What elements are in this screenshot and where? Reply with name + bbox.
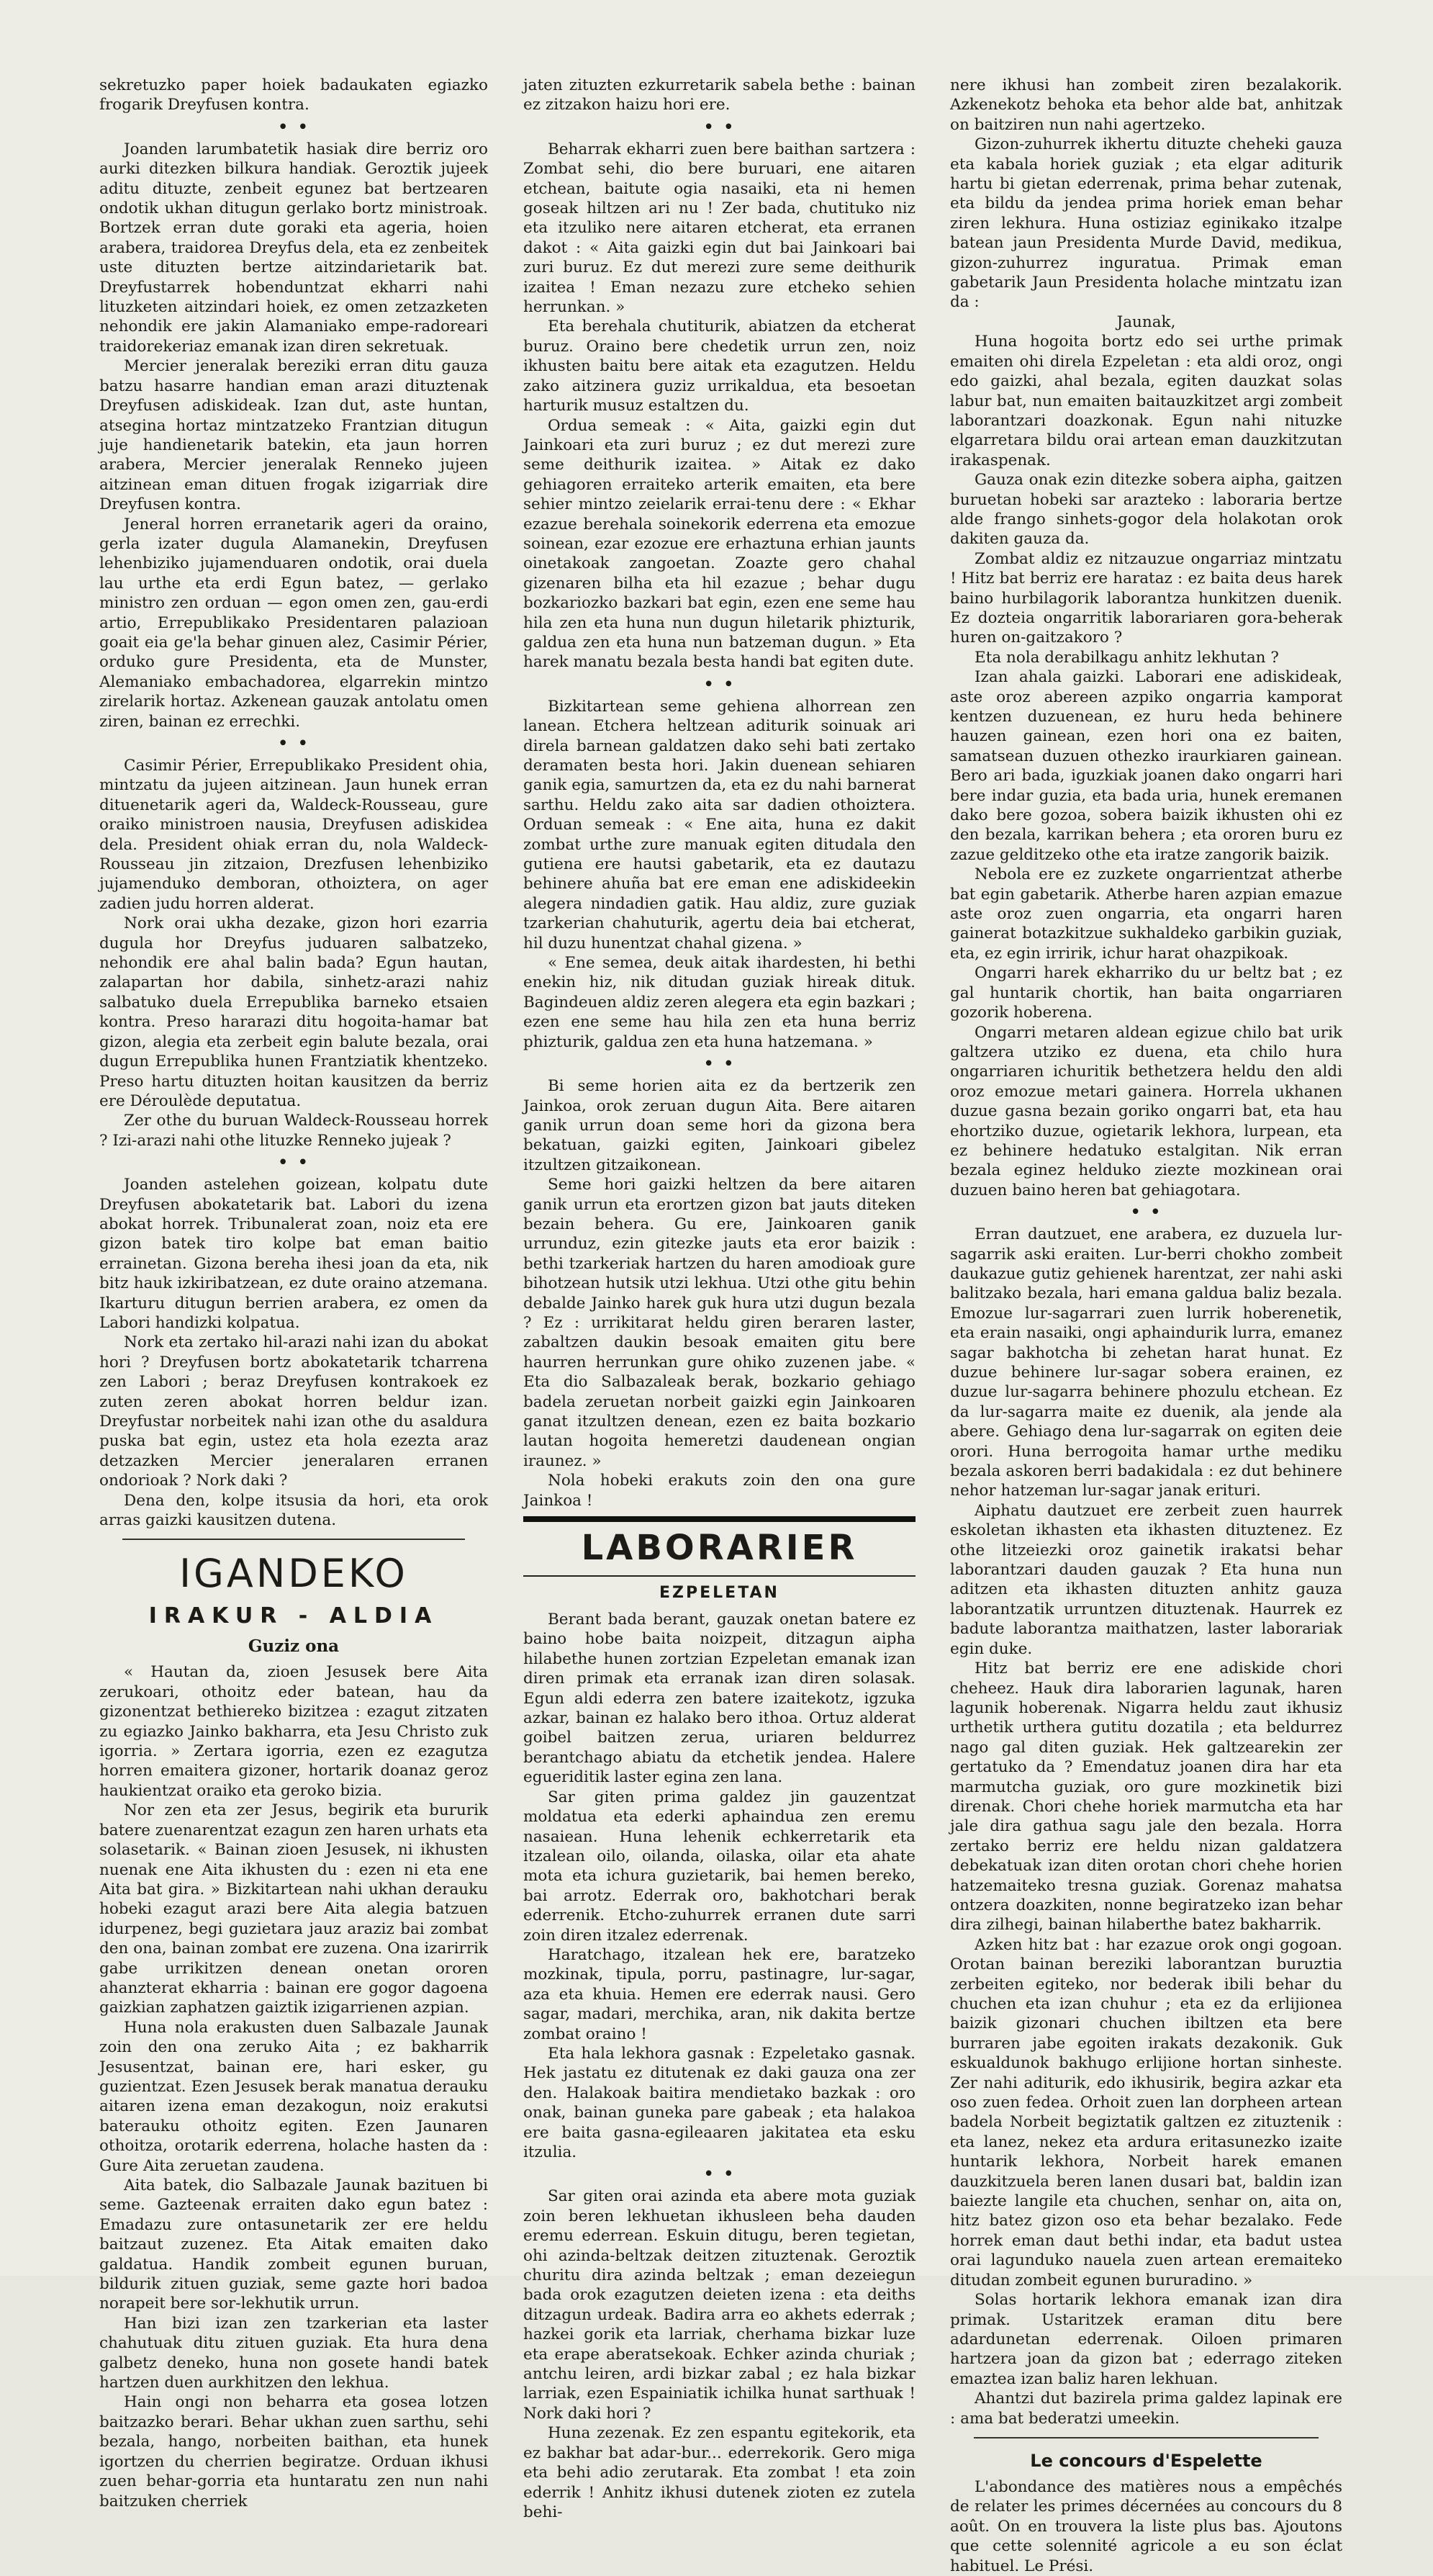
- article-paragraph: Gizon-zuhurrek ikhertu dituzte cheheki gauza eta kabala horiek guziak ; eta elgar aditurik hartu bi gietan ederrenak, prima behar zutenak, eta bildu da jendea prima horiek eman behar ziren lekhura. Huna ostiziaz eginikako itzalpe batean jaun Presidenta Murde David, medikua, gizon-zuhurrez inguratua. Primak eman gabetarik Jaun Presidenta holache mintzatu izan da :: [950, 135, 1342, 312]
- speech-salutation: Jaunak,: [1116, 312, 1176, 331]
- article-paragraph: Han bizi izan zen tzarkerian eta laster chahutuak ditu zituen guziak. Eta hura dena galbetz deneko, huna non gosete handi batek hartzen duen aurkhitzen den lekhua.: [99, 2314, 488, 2392]
- article-paragraph: sekretuzko paper hoiek badaukaten egiazko frogarik Dreyfusen kontra.: [99, 76, 488, 114]
- article-paragraph: L'abondance des matières nous a empêchés de relater les primes décernées au concours du 8 août. On en trouvera la liste plus bas. Ajoutons que cette solennité agricole a eu son éclat habituel. Le Prési.: [950, 2477, 1342, 2575]
- article-paragraph: « Hautan da, zioen Jesusek bere Aita zerukoari, othoitz eder batean, hau da gizonentzat bethiereko bizitzea : ezagut zitzaten zu egiazko Jainko bakharra, eta Jesu Christo zuk igorria. » Zertara igorria, ezen ez ezagutza horren emaitera gizoner, hortarik doanaz geroz haukientzat oraiko eta geroko bizia.: [99, 1663, 488, 1800]
- article-title: Guziz ona: [248, 1636, 340, 1657]
- section-rule: [523, 1575, 916, 1577]
- article-paragraph: Jeneral horren erranetarik ageri da oraino, gerla izater dugula Alamanekin, Dreyfusen lehenbiziko jujamenduaren ondotik, orai duela lau urthe eta erdi Egun batez, — gerlako ministro zen orduan — egon omen zen, gau-erdi artio, Errepublikako Presidentaren palazioan goait eia ge'la behar ginuen alez, Casimir Périer, orduko gure Presidenta, eta de Munster, Alemaniako embachadorea, elgarrekin mintzo zirelarik hortaz. Azkenean gauzak antolatu omen ziren, bainan ez errechki.: [99, 515, 488, 731]
- asterism-divider: • •: [277, 1152, 310, 1174]
- article-paragraph: Mercier jeneralak bereziki erran ditu gauza batzu hasarre handian eman arazi dituztenak Dreyfusen adiskideak. Izan dut, aste huntan, atsegina hortaz mintzatzeko Frantzian ditugun juje handienetarik batekin, eta jaun horren arabera, Mercier jeneralak Renneko jujeen aitzinean eman dituen frogak izigarriak dire Dreyfusen kontra.: [99, 357, 488, 514]
- article-paragraph: nere ikhusi han zombeit ziren bezalakorik. Azkenekotz behoka eta behor alde bat, anhitzak on baitziren nun nahi agertzeko.: [950, 76, 1342, 134]
- article-paragraph: Haratchago, itzalean hek ere, baratzeko mozkinak, tipula, porru, pastinagre, lur-sagar, aza eta khuia. Hemen ere ederrak nausi. Gero sagar, madari, merchika, aran, nik dakita bertze zombat oraino !: [523, 1945, 916, 2043]
- asterism-divider: • •: [703, 116, 736, 138]
- article-paragraph: Zer othe du buruan Waldeck-Rousseau horrek ? Izi-arazi nahi othe lituzke Renneko jujeak ?: [99, 1112, 488, 1150]
- article-title-concours: Le concours d'Espelette: [1030, 2450, 1262, 2471]
- article-paragraph: Zombat aldiz ez nitzauzue ongarriaz mintzatu ! Hitz bat berriz ere harataz : ez baita deus harek baino hurbilagorik laborantza hunkitzen duenik. Ez dozteia ongarritik laborariaren gora-beherak huren on-gaitzakoro ?: [950, 549, 1342, 647]
- article-paragraph: Nola hobeki erakuts zoin den ona gure Jainkoa !: [523, 1472, 916, 1510]
- asterism-divider: • •: [703, 1053, 736, 1076]
- article-paragraph: « Ene semea, deuk aitak ihardesten, hi bethi enekin hiz, nik ditudan guziak hireak dituk. Bagindeuen aldiz zeren alegera eta egin bazkari ; ezen ene seme hau hila zen eta huna berriz phizturik, galdua zen eta huna hatzemana. »: [523, 954, 916, 1051]
- article-paragraph: Beharrak ekharri zuen bere baithan sartzera : Zombat sehi, dio bere buruari, ene aitaren etchean, baitute ogia nasaiki, eta ni hemen goseak hiltzen ari nu ! Zer bada, chutituko niz eta itzuliko nere aitaren etcherat, eta erranen dakot : « Aita gaizki egin dut bai Jainkoari bai zuri buruz. Ez dut merezi zure seme deithurik izaitea ! Eman nezazu zure etcheko sehien herrunkan. »: [523, 140, 916, 317]
- column-2: [523, 76, 916, 2521]
- article-paragraph: Seme hori gaizki heltzen da bere aitaren ganik urrun eta erortzen gizon bat jauts diteken bezain behera. Gu ere, Jainkoaren ganik urrunduz, ezin gitezke jauts eta eror baizik : bethi tzarkeriak hartzen du haren amodioak gure bihotzean hutsik utzi lekhua. Utzi othe gitu behin debalde Jainko harek guk hura utzi dugun bezala ? Ez : urrikitarat heldu giren beraren laster, zabaltzen daukin besoak emaiten gitu bere haurren herrunkan gure ohiko zuzenen jabe. « Eta dio Salbazaleak berak, bozkario gehiago badela zeruetan norbeit gaizki egin Jainkoaren ganat itzultzen denean, ezen ez baita bozkario lautan hogoita hemeretzi daudenean ongian iraunez. »: [523, 1176, 916, 1470]
- article-paragraph: Ahantzi dut bazirela prima galdez lapinak ere : ama bat bederatzi umeekin.: [950, 2390, 1342, 2428]
- article-paragraph: Huna nola erakusten duen Salbazale Jaunak zoin den ona zeruko Aita ; ez bakharrik Jesusentzat, bainan ere, hari esker, gu guzientzat. Ezen Jesusek berak manatua derauku aitaren izena eman dezakogun, noiz erakutsi baterauku othoitz egiten. Ezen Jaunaren othoitza, orotarik ederrena, holache hasten da : Gure Aita zeruetan zaudena.: [99, 2018, 488, 2175]
- article-paragraph: Eta berehala chutiturik, abiatzen da etcherat buruz. Oraino bere chedetik urrun zen, noiz ikhusten baitu bere aitak eta ezagutzen. Heldu zako aitzinera guziz urrikaldua, eta besoetan harturik musuz estaltzen du.: [523, 318, 916, 415]
- article-paragraph: Eta nola derabilkagu anhitz lekhutan ?: [975, 648, 1279, 667]
- article-paragraph: Nebola ere ez zuzkete ongarrientzat atherbe bat egin gabetarik. Atherbe haren azpian emazue aste oroz zuen ongarria, eta ongarri haren gainerat botazkitzue sukhaldeko garbikin guziak, eta, ez egin irririk, ichur harat ohazpikoak.: [950, 865, 1342, 963]
- article-paragraph: Erran dautzuet, ene arabera, ez duzuela lur-sagarrik aski eraiten. Lur-berri chokho zombeit daukazue gutiz gehienek harentzat, zer nahi aski balitzako bezala, hari emana galdua baliz bezala. Emozue lur-sagarrari zuen lurrik hoberenetik, eta erain nasaiki, ongi aphaindurik lurra, emanez sagar bakhotcha bi zehetan harat hunat. Ez duzue behinere lur-sagar sobera erainen, ez duzue lur-sagarra behinere phozulu etchean. Ez da lur-sagarra maite ez duenik, ala jende ala abere. Gehiago dena lur-sagarrak on egiten deie orori. Huna berrogoita hamar urthe mediku bezala askoren berri badakidala : ez dut behinere nehor hatzeman lur-sagar janak erituri.: [950, 1225, 1342, 1500]
- article-paragraph: Izan ahala gaizki. Laborari ene adiskideak, aste oroz abereen azpiko ongarria kamporat kentzen duzuenean, ez huru heda behinere hauzen gainean, ezen hori ona ez baiten, samatsean duzuen othezko iraurkiaren gainean. Bero ari bada, iguzkiak joanen dako ongarri hari bere indar guzia, eta bada uria, hunek eremanen dako bere gozoa, sobera baizik ikhusten ohi ez den bezala, karrikan behera ; eta ororen buru ez zazue gelditzeko othe eta iratze zangorik baizik.: [950, 668, 1342, 864]
- section-rule: [122, 1539, 464, 1540]
- asterism-divider: • •: [277, 116, 310, 138]
- section-heading-irakur-aldia: IRAKUR - ALDIA: [148, 1603, 439, 1629]
- article-paragraph: Joanden astelehen goizean, kolpatu dute Dreyfusen abokatetarik bat. Labori du izena abokat horrek. Tribunalerat zoan, noiz eta ere gizon batek tiro kolpe bat eman baitio errainetan. Gizona bereha ihesi joan da eta, nik bitz hauk izkiribatzean, ez dute oraino atzemana. Ikarturu ditugun berrien arabera, ez omen da Labori handizki kolpatua.: [99, 1176, 488, 1332]
- article-paragraph: Hitz bat berriz ere ene adiskide chori cheheez. Hauk dira laborarien lagunak, haren lagunik hoberenak. Nigarra heldu zaut ikhusiz urthetik urthera gutitu dozatila ; eta beldurrez nago gal diten guziak. Hek galtzearekin zer gertatuko da ? Emendatuz joanen dira har eta marmutcha guziak, oro gure mozkinetik bizi direnak. Chori chehe horiek marmutcha eta har jale dira gathua sagu jale den bezala. Horra zertako berriz ere heldu nizan galdatzera debekatuak izan diten orotan chori chehe horien hatzemaiteko tresna guziak. Gorenaz mahatsa ontzera doazkiten, nonne begiratzeko izan behar dira zilhegi, bainan hilaberthe batez bakharrik.: [950, 1659, 1342, 1935]
- article-subheading-ezpeletan: EZPELETAN: [659, 1584, 779, 1603]
- article-paragraph: Dena den, kolpe itsusia da hori, eta orok arras gaizki kausitzen dutena.: [99, 1491, 488, 1530]
- asterism-divider: • •: [703, 2163, 736, 2186]
- asterism-divider: • •: [703, 673, 736, 695]
- section-heading-laborarier: LABORARIER: [581, 1528, 858, 1569]
- article-paragraph: Aiphatu dautzuet ere zerbeit zuen haurrek eskoletan ikhasten eta ikhasten dituztenez. Ez othe litzeiezki oroz gainetik irakatsi behar laborantzari dauden gauzak ? Eta huna nun aditzen eta ikhasten dituzten anhitz gauza laborantzatik urruntzen dituztenak. Haurrek ez badute laborantza maithatzen, laster laborariak egin duke.: [950, 1501, 1342, 1658]
- article-paragraph: Hain ongi non beharra eta gosea lotzen baitzazko berari. Behar ukhan zuen sarthu, sehi bezala, hango, norbeiten baithan, eta hunek igortzen du cherrien begiratze. Orduan ikhusi zuen behar-gorria eta huntaratu zen nun nahi baitzuken cherriek: [99, 2393, 488, 2510]
- article-paragraph: Gauza onak ezin ditezke sobera aipha, gaitzen buruetan hobeki sar arazteko : laboraria bertze alde frango sinhets-gogor dela holakotan orok dakiten gauza da.: [950, 471, 1342, 549]
- article-paragraph: Ordua semeak : « Aita, gaizki egin dut Jainkoari eta zuri buruz ; ez dut merezi zure seme deithurik izaitea. » Aitak ez dako gehiagoren erraiteko arterik emaiten, eta bere sehier mintzo zeielarik errai-tenu dere : « Ekhar ezazue berehala soinekorik ederrena eta emozue soinean, ezar ezozue ere erhaztuna erhian jaunts oinetakoak zangoetan. Zoazte gero chahal gizenaren bilha eta hil ezazue ; behar dugu bozkariozko bazkari bat egin, ezen ene seme hau hila zen eta huna nun dugun hiletarik phizturik, galdua zen eta huna nun batzeman dugun. » Eta harek manatu bezala besta handi bat egiten dute.: [523, 416, 916, 672]
- article-paragraph: Huna zezenak. Ez zen espantu egitekorik, eta ez bakhar bat adar-bur... ederrekorik. Gero miga eta behi adio zerutarak. Eta zombat ! eta zoin ederrik ! Anhitz ikhusi dutenek zioten ez zutela behi-: [523, 2424, 916, 2521]
- article-paragraph: Bi seme horien aita ez da bertzerik zen Jainkoa, orok zeruan dugun Aita. Bere aitaren ganik urrun doan seme hori da gizona bera bekatuan, gaizki egiten, Jainkoari gibelez itzultzen gitzaikonean.: [523, 1077, 916, 1174]
- article-paragraph: Ongarri metaren aldean egizue chilo bat urik galtzera utziko ez duena, eta chilo hura ongarriaren ichuritik bethetzera heldu den aldi oroz emozue metari gainera. Horrela ukhanen duzue gasna bezain goriko ongarri bat, eta hau ehortziko duzue, ogietarik lekhora, lurpean, eta ez behinere hedatuko estalgitan. Nik erran bezala eginez helduko ziezte mozkinean orai duzuen baino heren bat gehiagotara.: [950, 1023, 1342, 1199]
- article-paragraph: Nork orai ukha dezake, gizon hori ezarria dugula hor Dreyfus juduaren salbatzeko, nehondik ere ahal balin bada? Egun hautan, zalapartan hor dabila, sinhetz-arazi nahiz salbatuko duela Errepublika barneko etsaien kontra. Preso hararazi ditu hogoita-hamar bat gizon, alegia eta zerbeit egin balute bezala, orai dugun Errepublika hunen Frantziatik khentzeko. Preso hartu dituzten hoitan kausitzen da berriz ere Déroulède deputatua.: [99, 914, 488, 1110]
- article-paragraph: Casimir Périer, Errepublikako President ohia, mintzatu da jujeen aitzinean. Jaun hunek erran dituenetarik ageri da, Waldeck-Rousseau, gure oraiko ministroen nausia, Dreyfusen adiskidea dela. President ohiak erran du, nola Waldeck-Rousseau jin zitzaion, Drezfusen lehenbiziko jujamenduko demboran, othoiztera, on ager zadien judu horren alderat.: [99, 757, 488, 913]
- article-paragraph: Sar giten orai azinda eta abere mota guziak zoin beren lekhuetan ikhusleen beha dauden eremu ederrean. Eskuin ditugu, beren tegietan, ohi azinda-beltzak deitzen zituztenak. Geroztik churitu dira azinda beltzak ; eman dezeiegun bada orok ezagutzen deieten izena : eta deiths ditzagun urdeak. Badira arra eo akhets ederrak ; hazkei gorik eta larriak, cherhama bizkar luze eta erape aberatsekoak. Echker azinda churiak ; antchu leiren, ardi bizkar zabal ; ez hala bizkar larriak, ezen Espainiatik ichilka hunat sarthuak ! Nork daki hori ?: [523, 2187, 916, 2423]
- article-paragraph: Aita batek, dio Salbazale Jaunak bazituen bi seme. Gazteenak erraiten dako egun batez : Emadazu zure ontasunetarik zer ere heldu baitzaut zuzenez. Eta Aitak emaiten dako galdatua. Handik zombeit egunen buruan, bildurik zituen guziak, seme gazte hori badoa norapeit bere sor-lekhutik urrun.: [99, 2176, 488, 2313]
- article-paragraph: Eta hala lekhora gasnak : Ezpeletako gasnak. Hek jastatu ez ditutenak ez daki gauza ona zer den. Halakoak baitira mendietako bazkak : oro onak, bainan guneka pare gabeak ; eta halakoa ere baita gasna-egileaaren jakitatea eta esku itzulia.: [523, 2044, 916, 2161]
- section-heading-igandeko: IGANDEKO: [179, 1551, 408, 1597]
- section-rule: [974, 2437, 1319, 2438]
- asterism-divider: • •: [1130, 1202, 1162, 1224]
- article-paragraph: jaten zituzten ezkurretarik sabela bethe : bainan ez zitzakon haizu hori ere.: [523, 76, 916, 114]
- article-paragraph: Ongarri harek ekharriko du ur beltz bat ; ez gal huntarik chortik, han baita ongarriaren gozorik hoberena.: [950, 964, 1342, 1022]
- article-paragraph: Solas hortarik lekhora emanak izan dira primak. Ustaritzek eraman ditu bere adardunetan ederrenak. Oiloen primaren hartzera joan da gizon bat ; ederrago ziteken emaztea izan baliz haren lekhuan.: [950, 2291, 1342, 2388]
- article-paragraph: Azken hitz bat : har ezazue orok ongi gogoan. Orotan bainan bereziki laborantzan buruztia zerbeiten egiteko, nor bederak ibili behar du chuchen eta izan chuhur ; eta ez da erlijionea baizik gizonari chuchen ibiltzen eta bere burraren jabe egoiten irakats dezakonik. Guk eskualdunok bakhugo erlijione hortan sinheste. Zer nahi aditurik, edo ikhusirik, begira azkar eta oso zuen fedea. Orhoit zuen lan dorpheen artean badela Norbeit begiztatik galtzen ez zituztenik : eta lanez, nekez eta ardura eritasunezko izaite huntarik lekhora, Norbeit harek emanen dauzkitzuela beren lanen dusari bat, baldin izan baiezte langile eta chuchen, senhar on, aita on, hitz batez gizon oso eta behar bezalako. Fede horrek eman daut bethi indar, eta badut ustea orai lagunduko nauela zuen artean eremaiteko ditudan zombeit egunen bururadino. »: [950, 1935, 1342, 2289]
- article-paragraph: Huna hogoita bortz edo sei urthe primak emaiten ohi direla Ezpeletan : eta aldi oroz, ongi edo gaizki, ahal bezala, egiten dauzkat solas labur bat, nun emaiten baitauzkitzet argi zombeit laborantzari doazkonak. Egun nahi nituzke elgarretara bildu orai artean eman dauzkitzutan irakaspenak.: [950, 333, 1342, 469]
- section-rule: [523, 1516, 916, 1522]
- article-paragraph: Joanden larumbatetik hasiak dire berriz oro aurki ditezken bilkura handiak. Geroztik jujeek aditu dituzte, zenbeit egunez bat bertzearen ondotik ukhan ditugun gerlako bortz ministroak. Bortzek erran dute goraki eta ageria, hoien arabera, traidorea Dreyfus dela, eta ez zenbeitek uste dituzten bertze aitzindarietarik bat. Dreyfustarrek hobenduntzat ekharri nahi lituzketen aitzindari hoiek, ez omen zetzazketen nehondik ere jakin Alamaniako empe-radoreari traidorekeriaz emanak izan diren sekretuak.: [99, 140, 488, 356]
- article-paragraph: Berant bada berant, gauzak onetan batere ez baino hobe baita noizpeit, ditzagun aipha hilabethe hunen zortzian Ezpeletan emanak izan diren primak eta erranak izan diren solasak. Egun aldi ederra zen batere izaitekotz, igzuka azkar, bainan ez halako bero ithoa. Ortuz alderat goibel baitzen zerua, uriaren beldurrez berantchago abiatu da etchetik jendea. Halere egueriditik laster egina zen lana.: [523, 1611, 916, 1787]
- article-paragraph: Nor zen eta zer Jesus, begirik eta bururik batere zuenarentzat ezagun zen haren urhats eta solasetarik. « Bainan zioen Jesusek, ni ikhusten nuenak ene Aita ikhusten du : ezen ni eta ene Aita bat gira. » Bizkitartean nahi ukhan derauku hobeki ezagut arazi bere Aita alegia batzuen idurpenez, begi guzietara jauz araziz bai zombat den ona, bainan zombat ere zuzena. Ona izarirrik gabe urrikitzen denean onetan ororen ahanzterat ekharria : bainan ere gogor dagoena gaizkian zaphatzen gaiztik izigarrienen azpian.: [99, 1801, 488, 2017]
- article-paragraph: Sar giten prima galdez jin gauzentzat moldatua eta ederki aphaindua zen eremu nasaiean. Huna lehenik echkerretarik eta itzalean oilo, oilanda, oilaska, oilar eta ahate mota eta ichura guzietarik, bai hemen bereko, bai arrotz. Ederrak oro, bakhotchari berak ederrenik. Etcho-zuhurrek erranen dute sarri zoin diren itzalez ederrenak.: [523, 1788, 916, 1945]
- article-paragraph: Nork eta zertako hil-arazi nahi izan du abokat hori ? Dreyfusen bortz abokatetarik tcharrena zen Labori ; beraz Dreyfusen kontrakoek ez zuten zeren abokat horren beldur izan. Dreyfustar norbeitek nahi izan othe du asaldura puska bat egin, ustez eta hola ezezta araz detzazken Mercier jeneralaren erranen ondorioak ? Nork daki ?: [99, 1333, 488, 1490]
- column-1: [99, 76, 488, 2510]
- asterism-divider: • •: [277, 733, 310, 755]
- article-paragraph: Bizkitartean seme gehiena alhorrean zen lanean. Etchera heltzean aditurik soinuak ari direla barnean galdatzen dako sehi bati zertako deramaten besta hori. Jakin duenean sehiaren ganik egia, samurtzen da, eta ez du nahi barnerat sarthu. Heldu zako aita sar dadien othoiztera. Orduan semeak : « Ene aita, huna ez dakit zombat urthe zure manuak egiten ditudala den gutiena ere hautsi gabetarik, eta ez dautazu behinere ahuña bat ere eman ene adiskideekin alegera nindadien gatik. Hau aldiz, zure guziak tzarkerian chahuturik, agertu deia bai etcherat, hil duzu hunentzat chahal gizena. »: [523, 697, 916, 953]
- column-3: [950, 76, 1342, 2575]
